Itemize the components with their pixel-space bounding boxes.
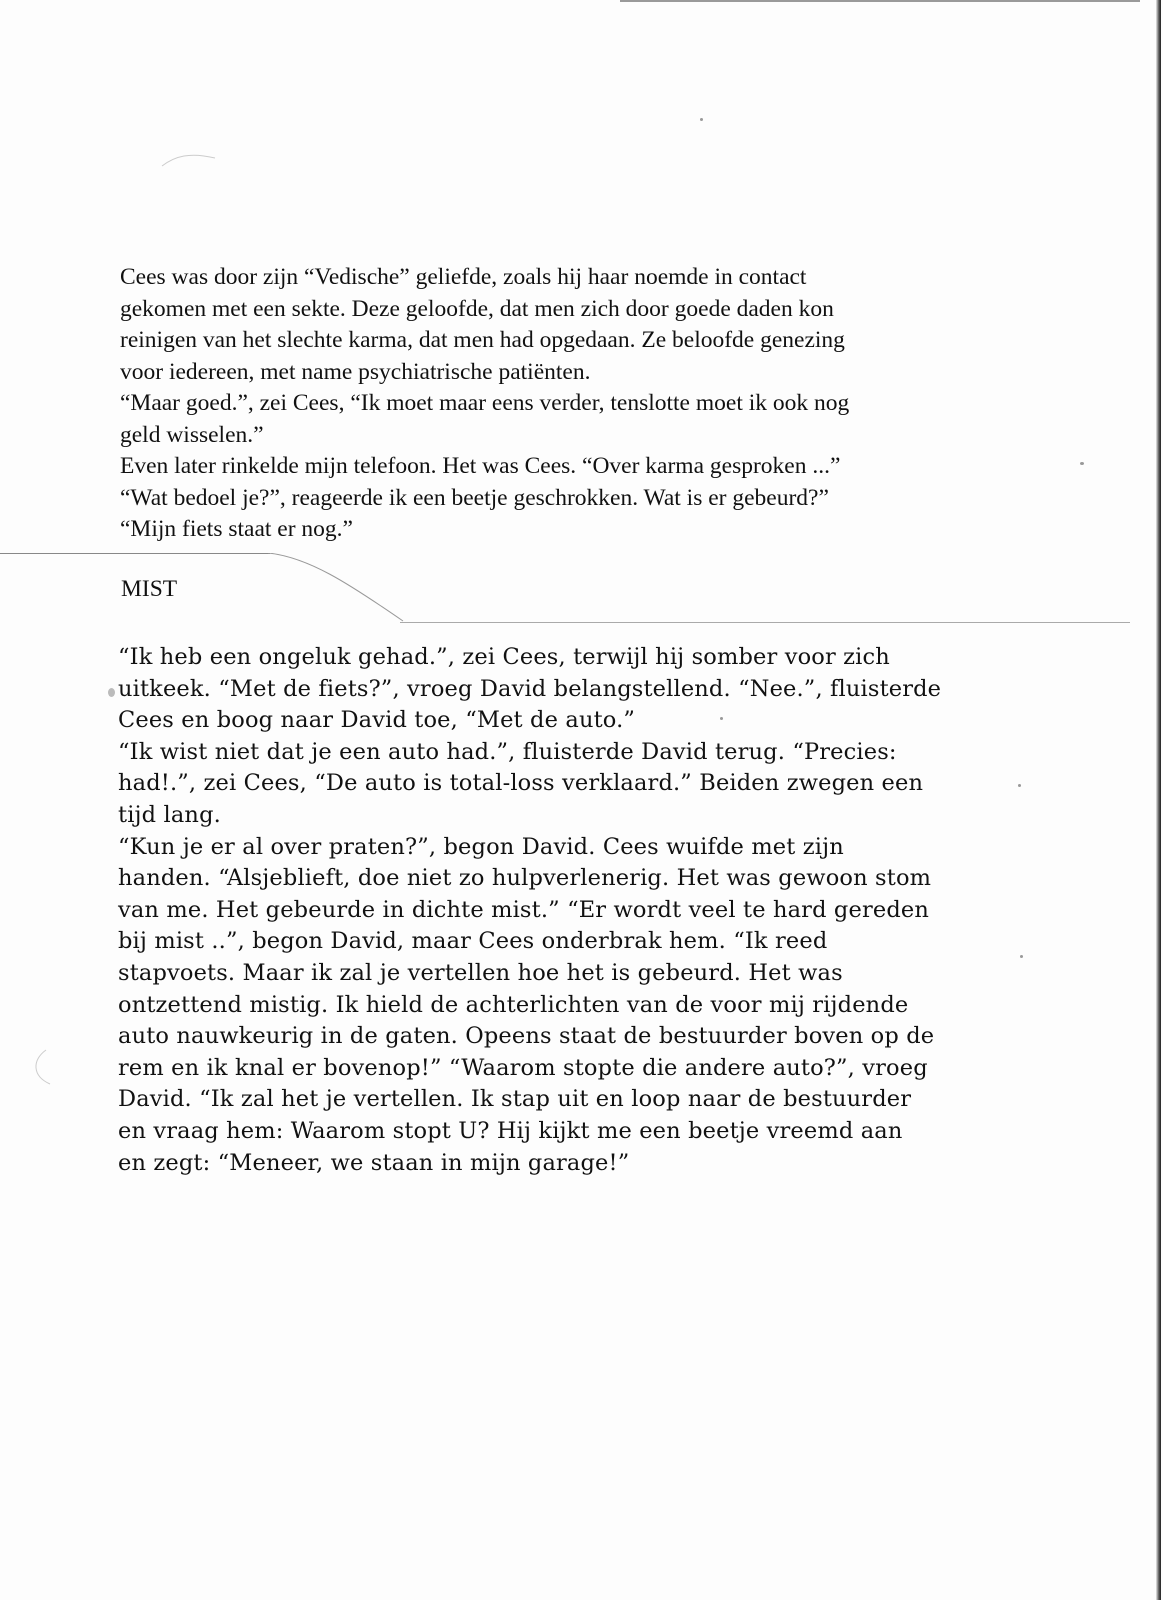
scan-speck: [108, 688, 115, 697]
text-line: uitkeek. “Met de fiets?”, vroeg David belangstellend. “Nee.”, fluisterde: [118, 675, 942, 702]
text-line: auto nauwkeurig in de gaten. Opeens staat de bestuurder boven op de: [118, 1023, 935, 1050]
scan-speck: [700, 118, 703, 121]
text-line: “Wat bedoel je?”, reageerde ik een beetje geschrokken. Wat is er gebeurd?”: [120, 484, 829, 511]
text-line: en vraag hem: Waarom stopt U? Hij kijkt me een beetje vreemd aan: [118, 1117, 903, 1144]
scan-scratch: [160, 148, 220, 170]
story-paragraph: [118, 642, 941, 1179]
text-line: “Mijn fiets staat er nog.”: [120, 516, 353, 542]
text-line: “Ik heb een ongeluk gehad.”, zei Cees, terwijl hij somber voor zich: [118, 644, 890, 670]
scan-edge-right: [1156, 0, 1161, 1600]
text-line: rem en ik knal er bovenop!” “Waarom stopte die andere auto?”, vroeg: [118, 1054, 928, 1081]
scan-speck: [1020, 955, 1023, 958]
intro-paragraph: [120, 262, 849, 546]
text-line: bij mist ..”, begon David, maar Cees onderbrak hem. “Ik reed: [118, 928, 828, 955]
text-line: Even later rinkelde mijn telefoon. Het was Cees. “Over karma gesproken ...”: [120, 453, 841, 479]
paste-seam-left: [0, 553, 270, 554]
text-line: David. “Ik zal het je vertellen. Ik stap uit en loop naar de bestuurder: [118, 1086, 912, 1113]
text-line: stapvoets. Maar ik zal je vertellen hoe het is gebeurd. Het was: [118, 959, 843, 986]
text-line: ontzettend mistig. Ik hield de achterlichten van de voor mij rijdende: [118, 991, 909, 1018]
scan-edge-top: [620, 0, 1140, 2]
text-line: “Ik wist niet dat je een auto had.”, fluisterde David terug. “Precies:: [118, 738, 897, 765]
text-line: “Kun je er al over praten?”, begon David. Cees wuifde met zijn: [118, 833, 844, 860]
text-line: gekomen met een sekte. Deze geloofde, dat men zich door goede daden kon: [120, 295, 834, 322]
section-title: MIST: [121, 576, 178, 602]
paste-seam-curve: [268, 553, 408, 625]
scan-speck: [1018, 784, 1021, 787]
text-line: “Maar goed.”, zei Cees, “Ik moet maar eens verder, tenslotte moet ik ook nog: [120, 390, 850, 416]
text-line: tijd lang.: [118, 801, 221, 828]
text-line: had!.”, zei Cees, “De auto is total-loss verklaard.” Beiden zwegen een: [118, 770, 924, 797]
text-line: reinigen van het slechte karma, dat men had opgedaan. Ze beloofde genezing: [120, 327, 845, 353]
text-line: geld wisselen.”: [120, 421, 264, 448]
text-line: voor iedereen, met name psychiatrische patiënten.: [120, 358, 591, 385]
paste-seam-right: [400, 622, 1130, 623]
text-line: handen. “Alsjeblieft, doe niet zo hulpverlenerig. Het was gewoon stom: [118, 865, 932, 892]
text-line: en zegt: “Meneer, we staan in mijn garage!”: [118, 1149, 630, 1176]
text-line: Cees was door zijn “Vedische” geliefde, zoals hij haar noemde in contact: [120, 264, 807, 290]
text-line: Cees en boog naar David toe, “Met de auto.”: [118, 707, 636, 734]
scan-scratch: [28, 1048, 58, 1088]
text-line: van me. Het gebeurde in dichte mist.” “Er wordt veel te hard gereden: [118, 896, 929, 923]
scan-speck: [1080, 462, 1084, 465]
